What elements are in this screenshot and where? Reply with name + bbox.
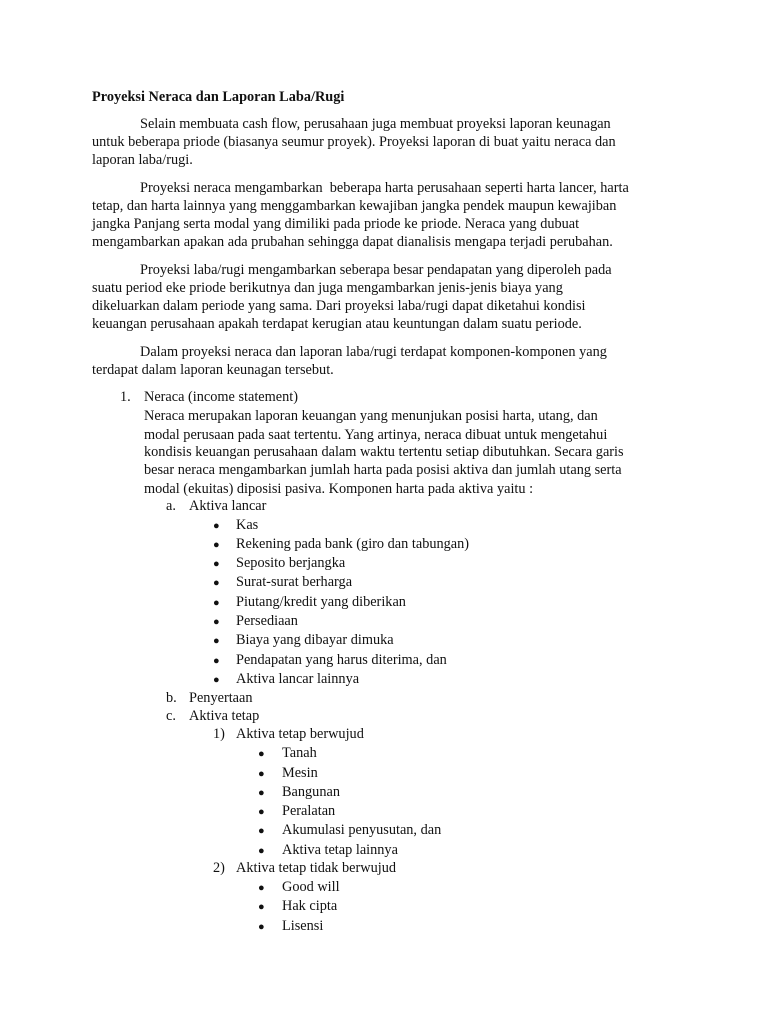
paragraph-2-line-1: Proyeksi neraca mengambarkan beberapa harta perusahaan seperti harta lancer, harta — [140, 180, 629, 196]
list-marker-c: c. — [166, 708, 176, 724]
paragraph-2-line-4: mengambarkan apakan ada prubahan sehingga dapat dianalisis mengapa terjadi perubahan. — [92, 234, 613, 250]
document-title: Proyeksi Neraca dan Laporan Laba/Rugi — [92, 89, 345, 105]
list-marker-b: b. — [166, 690, 177, 706]
bullet-icon: ● — [213, 597, 220, 609]
paragraph-3-line-3: dikeluarkan dalam periode yang sama. Dari proyeksi laba/rugi dapat diketahui kondisi — [92, 298, 586, 314]
bullet-icon: ● — [258, 768, 265, 780]
list-item: Peralatan — [282, 803, 336, 819]
list-item: Seposito berjangka — [236, 555, 346, 571]
list-item: Kas — [236, 517, 259, 533]
list-marker-1: 1. — [120, 389, 131, 405]
bullet-icon: ● — [258, 825, 265, 837]
bullet-icon: ● — [213, 655, 220, 667]
sub-b-label: Penyertaan — [189, 690, 253, 706]
bullet-icon: ● — [213, 539, 220, 551]
list-item: Lisensi — [282, 918, 324, 934]
bullet-icon: ● — [213, 520, 220, 532]
paragraph-1-line-2: untuk beberapa priode (biasanya seumur proyek). Proyeksi laporan di buat yaitu neraca dan — [92, 134, 616, 150]
item-1-body-line-5: modal (ekuitas) diposisi pasiva. Komponen harta pada aktiva yaitu : — [144, 481, 534, 497]
list-item: Good will — [282, 879, 340, 895]
bullet-icon: ● — [258, 921, 265, 933]
bullet-icon: ● — [213, 558, 220, 570]
list-item: Piutang/kredit yang diberikan — [236, 594, 406, 610]
list-item: Surat-surat berharga — [236, 574, 353, 590]
list-item: Persediaan — [236, 613, 298, 629]
paragraph-2-line-3: jangka Panjang serta modal yang dimiliki pada priode ke priode. Neraca yang dubuat — [92, 216, 580, 232]
list-item: Biaya yang dibayar dimuka — [236, 632, 394, 648]
bullet-icon: ● — [258, 787, 265, 799]
item-1-body-line-2: modal perusaan pada saat tertentu. Yang artinya, neraca dibuat untuk mengetahui — [144, 427, 608, 443]
sub-c1-label: Aktiva tetap berwujud — [236, 726, 364, 742]
paragraph-3-line-4: keuangan perusahaan apakah terdapat kerugian atau keuntungan dalam suatu periode. — [92, 316, 582, 332]
list-item: Tanah — [282, 745, 317, 761]
list-marker-a: a. — [166, 498, 176, 514]
list-item: Aktiva tetap lainnya — [282, 842, 398, 858]
list-item: Mesin — [282, 765, 318, 781]
bullet-icon: ● — [213, 577, 220, 589]
bullet-icon: ● — [258, 806, 265, 818]
item-1-heading: Neraca (income statement) — [144, 389, 299, 405]
list-item: Bangunan — [282, 784, 340, 800]
paragraph-4-line-1: Dalam proyeksi neraca dan laporan laba/rugi terdapat komponen-komponen yang — [140, 344, 607, 360]
bullet-icon: ● — [258, 748, 265, 760]
list-item: Aktiva lancar lainnya — [236, 671, 360, 687]
list-item: Rekening pada bank (giro dan tabungan) — [236, 536, 470, 552]
sub-a-label: Aktiva lancar — [189, 498, 267, 514]
bullet-icon: ● — [258, 845, 265, 857]
paragraph-1-line-1: Selain membuata cash flow, perusahaan juga membuat proyeksi laporan keunagan — [140, 116, 611, 132]
list-marker-c1: 1) — [213, 726, 225, 742]
paragraph-4-line-2: terdapat dalam laporan keunagan tersebut. — [92, 362, 334, 378]
list-item: Akumulasi penyusutan, dan — [282, 822, 442, 838]
sub-c2-label: Aktiva tetap tidak berwujud — [236, 860, 397, 876]
bullet-icon: ● — [258, 882, 265, 894]
paragraph-3-line-2: suatu period eke priode berikutnya dan juga mengambarkan jenis-jenis biaya yang — [92, 280, 563, 296]
paragraph-1-line-3: laporan laba/rugi. — [92, 152, 193, 168]
sub-c-label: Aktiva tetap — [189, 708, 260, 724]
paragraph-3-line-1: Proyeksi laba/rugi mengambarkan seberapa besar pendapatan yang diperoleh pada — [140, 262, 612, 278]
list-marker-c2: 2) — [213, 860, 225, 876]
bullet-icon: ● — [213, 635, 220, 647]
list-item: Hak cipta — [282, 898, 338, 914]
bullet-icon: ● — [213, 674, 220, 686]
paragraph-2-line-2: tetap, dan harta lainnya yang menggambarkan kewajiban jangka pendek maupun kewajiban — [92, 198, 617, 214]
bullet-icon: ● — [258, 901, 265, 913]
item-1-body-line-4: besar neraca mengambarkan jumlah harta pada posisi aktiva dan jumlah utang serta — [144, 462, 622, 478]
item-1-body-line-1: Neraca merupakan laporan keuangan yang menunjukan posisi harta, utang, dan — [144, 408, 598, 424]
item-1-body-line-3: kondisis keuangan perusahaan dalam waktu tertentu setiap dibutuhkan. Secara garis — [144, 444, 624, 460]
bullet-icon: ● — [213, 616, 220, 628]
list-item: Pendapatan yang harus diterima, dan — [236, 652, 447, 668]
